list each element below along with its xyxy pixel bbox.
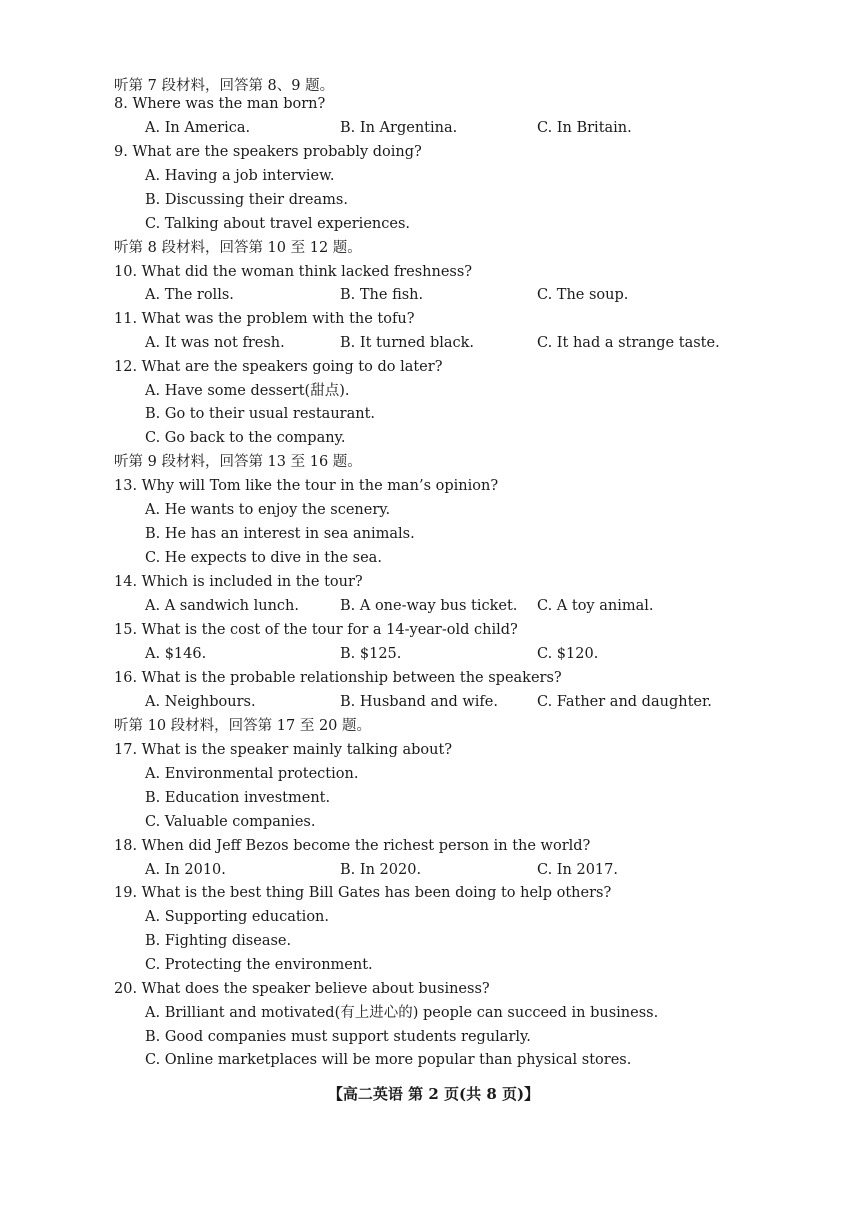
option-b: B. Good companies must support students regularly.	[145, 1029, 531, 1045]
question-10: 10. What did the woman think lacked freshness?	[114, 264, 473, 280]
section-header: 听第 7 段材料，回答第 8、9 题。	[114, 78, 335, 94]
question-15: 15. What is the cost of the tour for a 14-year-old child?	[114, 622, 518, 638]
options-row	[0, 332, 867, 354]
question-11: 11. What was the problem with the tofu?	[114, 311, 415, 327]
option-b: B. Discussing their dreams.	[145, 192, 348, 208]
option-c: C. In Britain.	[537, 120, 632, 136]
option-b: B. Education investment.	[145, 790, 331, 806]
question-16: 16. What is the probable relationship between the speakers?	[114, 670, 562, 686]
option-b: B. A one-way bus ticket.	[340, 598, 518, 614]
option-a: A. It was not fresh.	[145, 335, 285, 351]
option-c: C. $120.	[537, 646, 599, 662]
option-a: A. Environmental protection.	[145, 766, 359, 782]
question-17: 17. What is the speaker mainly talking about?	[114, 742, 453, 758]
question-18: 18. When did Jeff Bezos become the richest person in the world?	[114, 838, 591, 854]
options-row	[0, 117, 867, 139]
option-b: B. The fish.	[340, 287, 424, 303]
options-row	[0, 859, 867, 881]
option-c: C. Protecting the environment.	[145, 957, 373, 973]
option-c: C. It had a strange taste.	[537, 335, 720, 351]
options-row	[0, 643, 867, 665]
option-a: A. In America.	[145, 120, 251, 136]
question-8: 8. Where was the man born?	[114, 96, 326, 112]
option-a: A. Supporting education.	[145, 909, 329, 925]
section-header: 听第 8 段材料，回答第 10 至 12 题。	[114, 240, 362, 256]
option-c: C. Online marketplaces will be more popular than physical stores.	[145, 1052, 632, 1068]
option-a: A. $146.	[145, 646, 207, 662]
option-a: A. Having a job interview.	[145, 168, 335, 184]
section-header: 听第 10 段材料，回答第 17 至 20 题。	[114, 718, 372, 734]
option-b: B. In Argentina.	[340, 120, 458, 136]
section-header: 听第 9 段材料，回答第 13 至 16 题。	[114, 454, 362, 470]
option-a: A. Brilliant and motivated(有上进心的) people can succeed in business.	[145, 1005, 659, 1021]
question-20: 20. What does the speaker believe about business?	[114, 981, 490, 997]
question-14: 14. Which is included in the tour?	[114, 574, 363, 590]
option-b: B. $125.	[340, 646, 402, 662]
options-row	[0, 284, 867, 306]
option-b: B. He has an interest in sea animals.	[145, 526, 415, 542]
page-footer: 【高二英语 第 2 页(共 8 页)】	[327, 1085, 540, 1103]
option-a: A. The rolls.	[145, 287, 234, 303]
option-c: C. In 2017.	[537, 862, 618, 878]
option-b: B. Husband and wife.	[340, 694, 498, 710]
option-c: C. Valuable companies.	[145, 814, 316, 830]
option-a: A. Have some dessert(甜点).	[145, 383, 350, 399]
option-c: C. He expects to dive in the sea.	[145, 550, 382, 566]
option-c: C. Talking about travel experiences.	[145, 216, 410, 232]
question-13: 13. Why will Tom like the tour in the man’s opinion?	[114, 478, 499, 494]
option-a: A. Neighbours.	[145, 694, 256, 710]
option-a: A. In 2010.	[145, 862, 226, 878]
option-b: B. It turned black.	[340, 335, 475, 351]
question-12: 12. What are the speakers going to do later?	[114, 359, 443, 375]
option-c: C. A toy animal.	[537, 598, 654, 614]
option-b: B. In 2020.	[340, 862, 422, 878]
option-c: C. Father and daughter.	[537, 694, 712, 710]
option-b: B. Go to their usual restaurant.	[145, 406, 376, 422]
option-c: C. Go back to the company.	[145, 430, 346, 446]
option-b: B. Fighting disease.	[145, 933, 292, 949]
options-row	[0, 691, 867, 713]
option-a: A. A sandwich lunch.	[145, 598, 299, 614]
option-a: A. He wants to enjoy the scenery.	[145, 502, 391, 518]
question-9: 9. What are the speakers probably doing?	[114, 144, 422, 160]
question-19: 19. What is the best thing Bill Gates has been doing to help others?	[114, 885, 612, 901]
option-c: C. The soup.	[537, 287, 629, 303]
options-row	[0, 595, 867, 617]
